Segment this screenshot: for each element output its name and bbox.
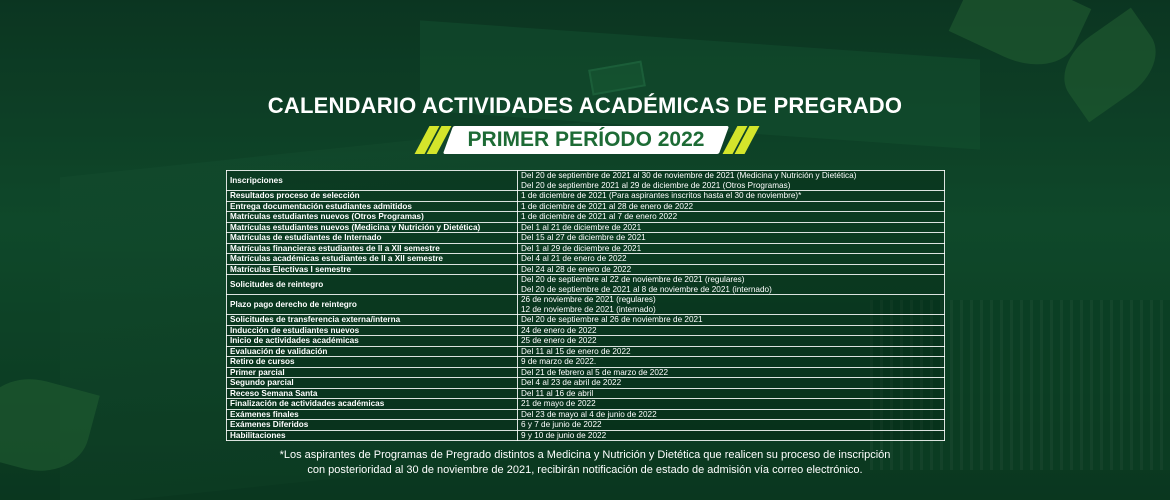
activity-cell: Finalización de actividades académicas: [227, 399, 518, 410]
date-line: 1 de diciembre de 2021 (Para aspirantes inscritos hasta el 30 de noviembre)*: [521, 191, 802, 200]
dates-cell: [518, 388, 945, 399]
date-line: 1 de diciembre de 2021 al 28 de enero de 2022: [521, 201, 694, 211]
date-line: Del 1 al 21 de diciembre de 2021: [521, 222, 642, 232]
schedule-row: [227, 315, 945, 326]
schedule-row: [227, 212, 945, 223]
schedule-row: [227, 264, 945, 275]
schedule-row: [227, 191, 945, 202]
dates-cell: [518, 264, 945, 275]
activity-cell: Evaluación de validación: [227, 346, 518, 357]
schedule-row: [227, 233, 945, 244]
schedule-row: [227, 295, 945, 315]
dates-cell: [518, 378, 945, 389]
schedule-row: [227, 254, 945, 265]
activity-cell: Resultados proceso de selección: [227, 191, 518, 202]
dates-cell: [518, 367, 945, 378]
activity-cell: Receso Semana Santa: [227, 388, 518, 399]
activity-cell: Segundo parcial: [227, 378, 518, 389]
schedule-row: [227, 388, 945, 399]
schedule-row: [227, 409, 945, 420]
date-line: 9 y 10 de junio de 2022: [521, 430, 607, 440]
page-title: CALENDARIO ACTIVIDADES ACADÉMICAS DE PREGRADO: [267, 93, 903, 118]
schedule-row: [227, 336, 945, 347]
date-line: Del 20 de septiembre al 22 de noviembre de 2021 (regulares): [521, 275, 745, 284]
period-banner: [418, 126, 754, 154]
period-title: PRIMER PERÍODO 2022: [467, 128, 705, 151]
schedule-row: [227, 346, 945, 357]
schedule-row: [227, 171, 945, 191]
dates-cell: [518, 212, 945, 223]
footnote: [0, 448, 1170, 478]
dates-cell: [518, 254, 945, 265]
activity-cell: Matrículas de estudiantes de Internado: [227, 233, 518, 244]
dates-cell: [518, 243, 945, 254]
dates-cell: [518, 420, 945, 431]
schedule-table: [226, 170, 945, 441]
dates-cell: [518, 171, 945, 191]
activity-cell: Inducción de estudiantes nuevos: [227, 325, 518, 336]
date-line: Del 11 al 16 de abril: [521, 388, 594, 398]
dates-cell: [518, 325, 945, 336]
date-line: Del 4 al 23 de abril de 2022: [521, 378, 622, 387]
date-line: Del 20 de septiembre de 2021 al 30 de noviembre de 2021 (Medicina y Nutrición y Dietética): [521, 171, 857, 180]
dates-cell: [518, 191, 945, 202]
date-line: 9 de marzo de 2022.: [521, 357, 597, 366]
date-line: Del 24 al 28 de enero de 2022: [521, 264, 632, 274]
date-line: 6 y 7 de junio de 2022: [521, 420, 602, 429]
dates-cell: [518, 295, 945, 315]
date-line: Del 20 de septiembre de 2021 al 8 de noviembre de 2021 (internado): [521, 284, 772, 294]
schedule-row: [227, 367, 945, 378]
schedule-row: [227, 325, 945, 336]
activity-cell: Matrículas estudiantes nuevos (Medicina y Nutrición y Dietética): [227, 222, 518, 233]
activity-cell: Inicio de actividades académicas: [227, 336, 518, 347]
date-line: Del 23 de mayo al 4 de junio de 2022: [521, 409, 657, 419]
activity-cell: Matrículas Electivas I semestre: [227, 264, 518, 275]
schedule-body: [227, 171, 945, 441]
date-line: Del 4 al 21 de enero de 2022: [521, 254, 627, 263]
dates-cell: [518, 357, 945, 368]
date-line: 24 de enero de 2022: [521, 325, 597, 335]
date-line: 25 de enero de 2022: [521, 336, 597, 345]
schedule-row: [227, 357, 945, 368]
activity-cell: Exámenes Diferidos: [227, 420, 518, 431]
activity-cell: Matrículas estudiantes nuevos (Otros Programas): [227, 212, 518, 223]
date-line: 26 de noviembre de 2021 (regulares): [521, 295, 656, 304]
activity-cell: Matrículas académicas estudiantes de II a XII semestre: [227, 254, 518, 265]
date-line: Del 20 de septiembre al 26 de noviembre de 2021: [521, 315, 703, 324]
schedule-row: [227, 222, 945, 233]
activity-cell: Habilitaciones: [227, 430, 518, 441]
dates-cell: [518, 315, 945, 326]
dates-cell: [518, 275, 945, 295]
schedule-row: [227, 243, 945, 254]
footnote-line-2: con posterioridad al 30 de noviembre de 2021, recibirán notificación de estado de admisión vía correo electrónico.: [307, 464, 863, 476]
dates-cell: [518, 399, 945, 410]
dates-cell: [518, 409, 945, 420]
date-line: Del 15 al 27 de diciembre de 2021: [521, 233, 646, 242]
schedule-row: [227, 399, 945, 410]
activity-cell: Primer parcial: [227, 367, 518, 378]
footnote-line-1: *Los aspirantes de Programas de Pregrado distintos a Medicina y Nutrición y Dietética que realicen su proceso de inscripción: [279, 449, 891, 461]
date-line: 21 de mayo de 2022: [521, 399, 596, 408]
activity-cell: Inscripciones: [227, 171, 518, 191]
schedule-row: [227, 420, 945, 431]
activity-cell: Solicitudes de reintegro: [227, 275, 518, 295]
dates-cell: [518, 233, 945, 244]
date-line: 12 de noviembre de 2021 (internado): [521, 304, 656, 314]
date-line: Del 21 de febrero al 5 de marzo de 2022: [521, 367, 669, 377]
activity-cell: Plazo pago derecho de reintegro: [227, 295, 518, 315]
dates-cell: [518, 201, 945, 212]
activity-cell: Entrega documentación estudiantes admitidos: [227, 201, 518, 212]
dates-cell: [518, 222, 945, 233]
date-line: Del 1 al 29 de diciembre de 2021: [521, 243, 642, 253]
activity-cell: Exámenes finales: [227, 409, 518, 420]
activity-cell: Matrículas financieras estudiantes de II a XII semestre: [227, 243, 518, 254]
schedule-row: [227, 378, 945, 389]
schedule-row: [227, 275, 945, 295]
activity-cell: Retiro de cursos: [227, 357, 518, 368]
date-line: 1 de diciembre de 2021 al 7 de enero 2022: [521, 212, 678, 221]
schedule-row: [227, 430, 945, 441]
dates-cell: [518, 336, 945, 347]
activity-cell: Solicitudes de transferencia externa/interna: [227, 315, 518, 326]
dates-cell: [518, 346, 945, 357]
dates-cell: [518, 430, 945, 441]
date-line: Del 20 de septiembre 2021 al 29 de diciembre de 2021 (Otros Programas): [521, 180, 791, 190]
schedule-row: [227, 201, 945, 212]
date-line: Del 11 al 15 de enero de 2022: [521, 346, 631, 356]
